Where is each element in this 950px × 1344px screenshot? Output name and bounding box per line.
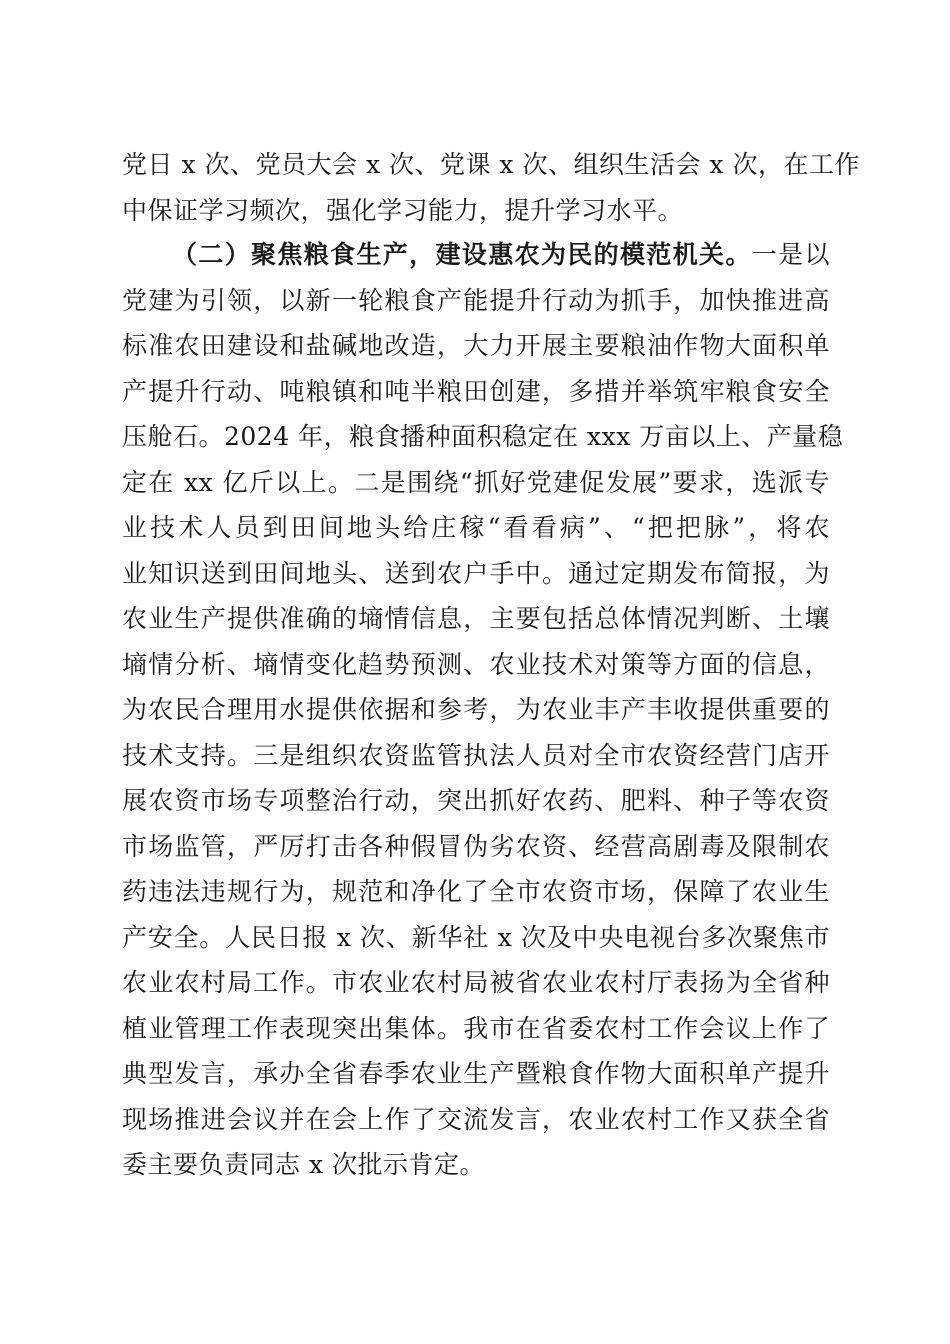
section-two-paragraph — [122, 232, 844, 1188]
text-line: 展农资市场专项整治行动，突出抓好农药、肥料、种子等农资 — [122, 786, 830, 815]
section-heading: （二）聚焦粮食生产，建设惠农为民的模范机关。 — [172, 240, 752, 269]
section-heading-line — [122, 232, 830, 278]
text-line: 委主要负责同志 x 次批示肯定。 — [122, 1150, 485, 1179]
text-line: 党建为引领，以新一轮粮食产能提升行动为抓手，加快推进高 — [122, 285, 830, 315]
text-line: 药违法违规行为，规范和净化了全市农资市场，保障了农业生 — [122, 877, 830, 906]
text-line: 现场推进会议并在会上作了交流发言，农业农村工作又获全省 — [122, 1104, 830, 1134]
text-line: 标准农田建设和盐碱地改造，大力开展主要粮油作物大面积单 — [122, 331, 830, 360]
heading-line-rest: 一是以 — [751, 240, 830, 269]
text-line: 典型发言，承办全省春季农业生产暨粮食作物大面积单产提升 — [122, 1059, 830, 1088]
text-line: 农业农村局工作。市农业农村局被省农业农村厅表扬为全省种 — [122, 968, 830, 997]
text-line: 定在 xx 亿斤以上。二是围绕“抓好党建促发展”要求，选派专 — [122, 467, 830, 497]
text-line: 墒情分析、墒情变化趋势预测、农业技术对策等方面的信息， — [122, 649, 830, 679]
text-line: 中保证学习频次，强化学习能力，提升学习水平。 — [122, 195, 684, 225]
text-line: 产安全。人民日报 x 次、新华社 x 次及中央电视台多次聚焦市 — [122, 922, 830, 952]
text-line: 植业管理工作表现突出集体。我市在省委农村工作会议上作了 — [122, 1013, 830, 1043]
text-line: 为农民合理用水提供依据和参考，为农业丰产丰收提供重要的 — [122, 695, 830, 724]
text-line: 党日 x 次、党员大会 x 次、党课 x 次、组织生活会 x 次，在工作 — [122, 150, 860, 179]
text-line: 技术支持。三是组织农资监管执法人员对全市农资经营门店开 — [122, 740, 830, 770]
text-line: 农业生产提供准确的墒情信息，主要包括总体情况判断、土壤 — [122, 604, 830, 633]
text-line: 产提升行动、吨粮镇和吨半粮田创建，多措并举筑牢粮食安全 — [122, 376, 830, 406]
text-line: 业知识送到田间地头、送到农户手中。通过定期发布简报，为 — [122, 558, 830, 588]
text-line: 压舱石。2024 年，粮食播种面积稳定在 xxx 万亩以上、产量稳 — [122, 422, 844, 451]
text-line: 市场监管，严厉打击各种假冒伪劣农资、经营高剧毒及限制农 — [122, 831, 830, 861]
paragraph-continued — [122, 142, 860, 233]
text-line: 业技术人员到田间地头给庄稼“看看病”、“把把脉”，将农 — [122, 513, 830, 542]
